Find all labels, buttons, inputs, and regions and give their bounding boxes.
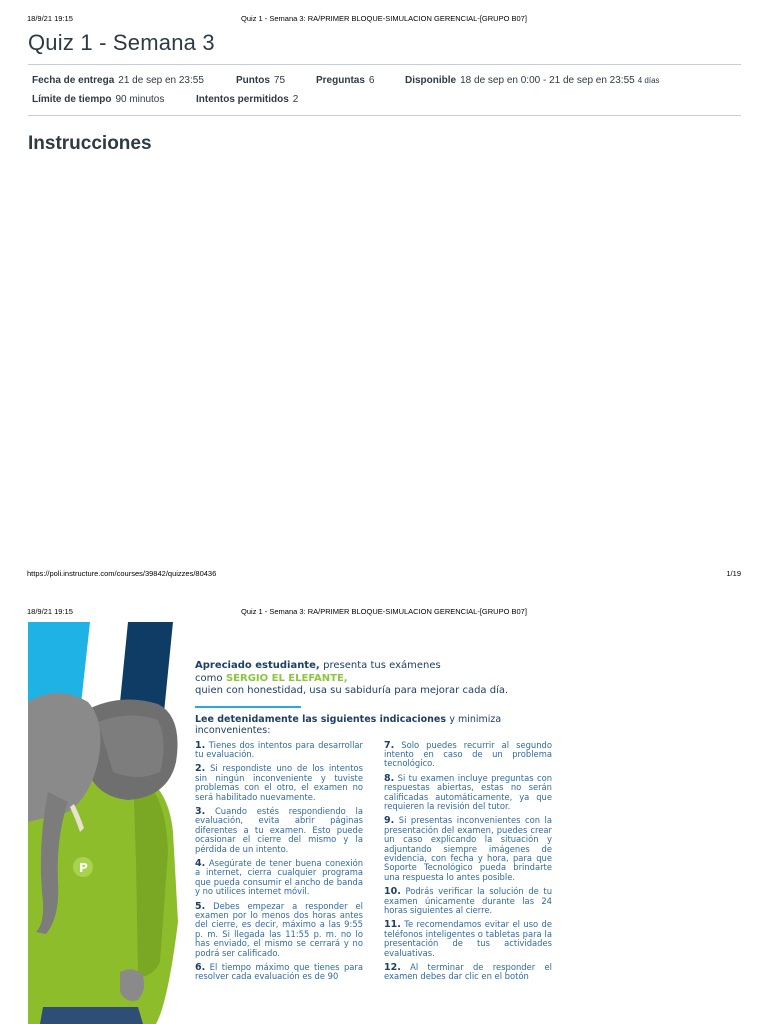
hoodie-logo-letter: P xyxy=(79,861,88,875)
greeting-bold: Apreciado estudiante, xyxy=(195,660,320,671)
print-doc-title-2: Quiz 1 - Semana 3: RA/PRIMER BLOQUE-SIMULACION GERENCIAL-[GRUPO B07] xyxy=(241,607,527,616)
availability xyxy=(405,75,660,86)
elephant-hand xyxy=(120,969,144,1001)
list-item: 12. Al terminar de responder el examen debes dar clic en el botón xyxy=(384,962,552,982)
attempts-label: Intentos permitidos xyxy=(196,94,289,105)
points-label: Puntos xyxy=(236,75,270,86)
due-date xyxy=(32,75,204,86)
greeting-rest: presenta tus exámenes xyxy=(323,660,441,671)
questions xyxy=(316,75,374,86)
availability-label: Disponible xyxy=(405,75,457,86)
lead-instruction xyxy=(195,714,555,736)
quiz-details-row-2 xyxy=(32,94,732,106)
quiz-title: Quiz 1 - Semana 3 xyxy=(28,30,215,55)
page-header-1 xyxy=(0,14,768,28)
accent-underline xyxy=(195,706,301,708)
time-limit-value: 90 minutos xyxy=(115,94,165,105)
instruction-column-left xyxy=(195,741,363,987)
list-item: 3. Cuando estés respondiendo la evaluación, evita abrir páginas diferentes a tu examen. Esto puede ocasionar el cierre del mismo y la pérdida de un intento. xyxy=(195,805,363,854)
list-item: 11. Te recomendamos evitar el uso de teléfonos inteligentes o tabletas para la presentación de tus actividades evaluativas. xyxy=(384,919,552,958)
print-timestamp: 18/9/21 19:15 xyxy=(27,14,73,23)
availability-value: 18 de sep en 0:00 - 21 de sep en 23:55 xyxy=(460,75,635,86)
divider-top xyxy=(28,64,741,65)
attempts-value: 2 xyxy=(292,94,299,105)
print-doc-title: Quiz 1 - Semana 3: RA/PRIMER BLOQUE-SIMULACION GERENCIAL-[GRUPO B07] xyxy=(241,14,527,23)
time-limit xyxy=(32,94,164,105)
list-item: 2. Si respondiste uno de los intentos sin ningún inconveniente y tuviste problemas con el otro, el examen no será habilitado nuevamente. xyxy=(195,763,364,802)
page-header-2 xyxy=(0,607,768,621)
list-item: 8. Si tu examen incluye preguntas con respuestas abiertas, estas no serán calificadas automáticamente, ya que requieren la revisión del tutor. xyxy=(384,772,553,811)
list-item: 10. Podrás verificar la solución de tu examen únicamente durante las 24 horas siguientes al cierre. xyxy=(384,886,553,915)
list-item: 9. Si presentas inconvenientes con la presentación del examen, puedes crear un caso explicando la situación y adjuntando siempre imágenes de evidencia, con fecha y hora, para que Soporte Tecnológico pueda brindarte una respuesta lo antes posible. xyxy=(384,815,552,882)
due-date-value: 21 de sep en 23:55 xyxy=(118,75,204,86)
mascot-name: SERGIO EL ELEFANTE, xyxy=(225,672,348,684)
page-number: 1/19 xyxy=(726,569,741,578)
print-timestamp-2: 18/9/21 19:15 xyxy=(27,607,73,616)
quiz-details-row-1 xyxy=(32,75,732,87)
lead-rest: y minimiza inconvenientes: xyxy=(195,713,502,736)
points xyxy=(236,75,285,86)
list-item: 5. Debes empezar a responder el examen por lo menos dos horas antes del cierre, es decir, máximo a las 9:55 p. m. Si llegada las 11:55 p. m. no lo has enviado, el mismo se cerrará y no podrá ser calificado. xyxy=(195,900,363,958)
print-url: https://poli.instructure.com/courses/39842/quizzes/80436 xyxy=(27,569,217,578)
instruction-column-right xyxy=(384,741,552,987)
list-item: 4. Asegúrate de tener buena conexión a internet, cierra cualquier programa que pueda consumir el ancho de banda y no utilices internet móvil. xyxy=(195,857,363,897)
attempts xyxy=(196,94,298,105)
points-value: 75 xyxy=(273,75,286,86)
due-date-label: Fecha de entrega xyxy=(32,75,115,86)
list-item: 7. Solo puedes recurrir al segundo intento en caso de un problema tecnológico. xyxy=(384,739,552,769)
list-item: 6. El tiempo máximo que tienes para resolver cada evaluación es de 90 xyxy=(195,962,363,982)
availability-days: 4 días xyxy=(637,76,660,85)
questions-label: Preguntas xyxy=(316,75,365,86)
greeting xyxy=(195,660,555,698)
questions-value: 6 xyxy=(368,75,375,86)
instructions-heading: Instrucciones xyxy=(28,133,152,154)
divider-bottom xyxy=(28,115,741,116)
time-limit-label: Límite de tiempo xyxy=(32,94,112,105)
lead-bold: Lee detenidamente las siguientes indicaciones xyxy=(195,713,447,725)
jeans xyxy=(40,1007,143,1024)
list-item: 1. Tienes dos intentos para desarrollar tu evaluación. xyxy=(195,739,363,759)
greeting-line-3: quien con honestidad, usa su sabiduría para mejorar cada día. xyxy=(195,685,509,696)
banner-text xyxy=(195,660,555,982)
greeting-como: como xyxy=(195,672,223,684)
